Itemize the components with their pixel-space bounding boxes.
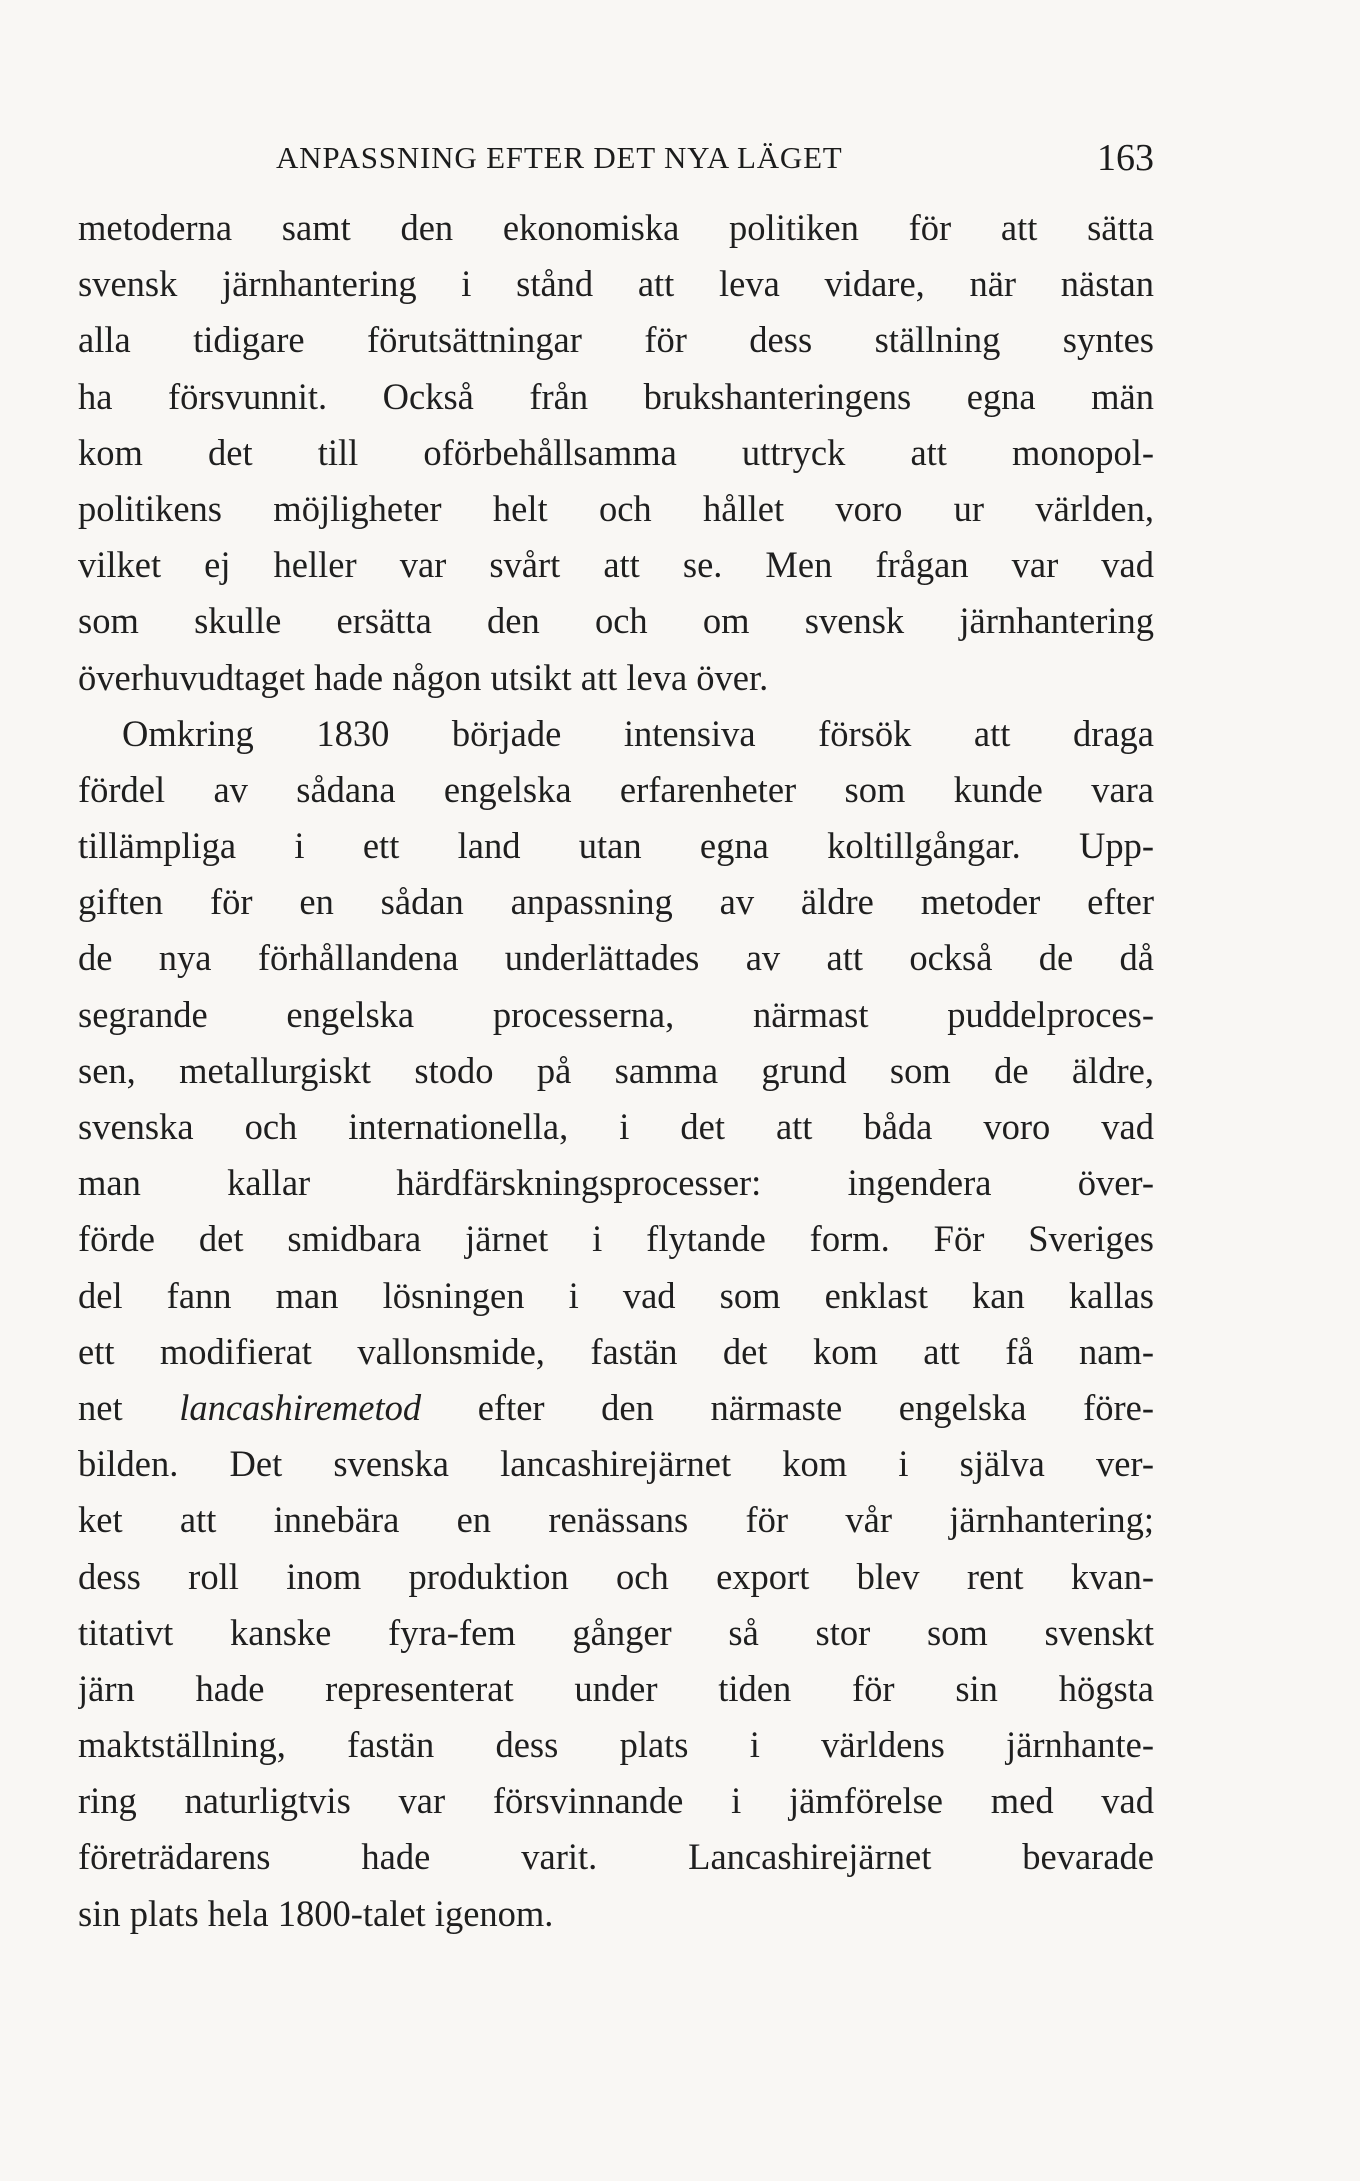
text-line: politikens möjligheter helt och hållet voro ur världen,: [78, 487, 1154, 529]
text-line: företrädarens hade varit. Lancashirejärnet bevarade: [78, 1836, 1154, 1878]
page-number: 163: [1097, 137, 1154, 179]
text-line: ket att innebära en renässans för vår järnhantering;: [78, 1499, 1154, 1541]
line-text-before-italic: net: [78, 1386, 180, 1428]
line-text-after-italic: efter den närmaste engelska före-: [421, 1386, 1154, 1428]
text-line: Omkring 1830 började intensiva försök att draga: [122, 712, 1154, 754]
text-line: titativt kanske fyra-fem gånger så stor som svenskt: [78, 1611, 1154, 1653]
body-text: [78, 200, 1154, 1942]
text-line: del fann man lösningen i vad som enklast kan kallas: [78, 1274, 1154, 1316]
text-line: svenska och internationella, i det att båda voro vad: [78, 1106, 1154, 1147]
text-line: segrande engelska processerna, närmast puddelproces-: [78, 993, 1154, 1035]
text-line: dess roll inom produktion och export blev rent kvan-: [78, 1555, 1154, 1597]
running-title: ANPASSNING EFTER DET NYA LÄGET: [276, 140, 843, 175]
text-line: tillämpliga i ett land utan egna koltillgångar. Upp-: [78, 825, 1154, 867]
text-line: sin plats hela 1800-talet igenom.: [78, 1892, 554, 1934]
text-line: de nya förhållandena underlättades av att också de då: [78, 937, 1154, 979]
text-line: ring naturligtvis var försvinnande i jämförelse med vad: [78, 1780, 1154, 1822]
paragraph-1: [78, 200, 1154, 706]
text-line: ha försvunnit. Också från brukshanteringens egna män: [78, 375, 1154, 417]
text-line: järn hade representerat under tiden för sin högsta: [78, 1667, 1154, 1709]
running-head: [78, 138, 1154, 178]
text-line: svensk järnhantering i stånd att leva vidare, när nästan: [78, 263, 1154, 305]
text-line: maktställning, fastän dess plats i världens järnhante-: [78, 1724, 1154, 1766]
text-line: metoderna samt den ekonomiska politiken för att sätta: [78, 207, 1154, 248]
text-line: sen, metallurgiskt stodo på samma grund som de äldre,: [78, 1049, 1154, 1091]
text-line: kom det till oförbehållsamma uttryck att monopol-: [78, 431, 1154, 473]
text-line: alla tidigare förutsättningar för dess ställning syntes: [78, 319, 1154, 361]
text-line: bilden. Det svenska lancashirejärnet kom i själva ver-: [78, 1443, 1154, 1485]
text-line: ett modifierat vallonsmide, fastän det kom att få nam-: [78, 1330, 1154, 1372]
text-line: man kallar härdfärskningsprocesser: ingendera över-: [78, 1162, 1154, 1204]
text-line: fördel av sådana engelska erfarenheter som kunde vara: [78, 768, 1154, 810]
text-line: giften för en sådan anpassning av äldre metoder efter: [78, 881, 1154, 923]
text-line: vilket ej heller var svårt att se. Men frågan var vad: [78, 544, 1154, 586]
text-line: förde det smidbara järnet i flytande form. För Sveriges: [78, 1218, 1154, 1260]
paragraph-2: [78, 706, 1154, 1942]
italic-term: lancashiremetod: [179, 1386, 422, 1428]
text-line: överhuvudtaget hade någon utsikt att leva över.: [78, 656, 769, 698]
text-line: som skulle ersätta den och om svensk järnhantering: [78, 600, 1154, 642]
text-line-with-italic: [78, 1380, 1154, 1436]
